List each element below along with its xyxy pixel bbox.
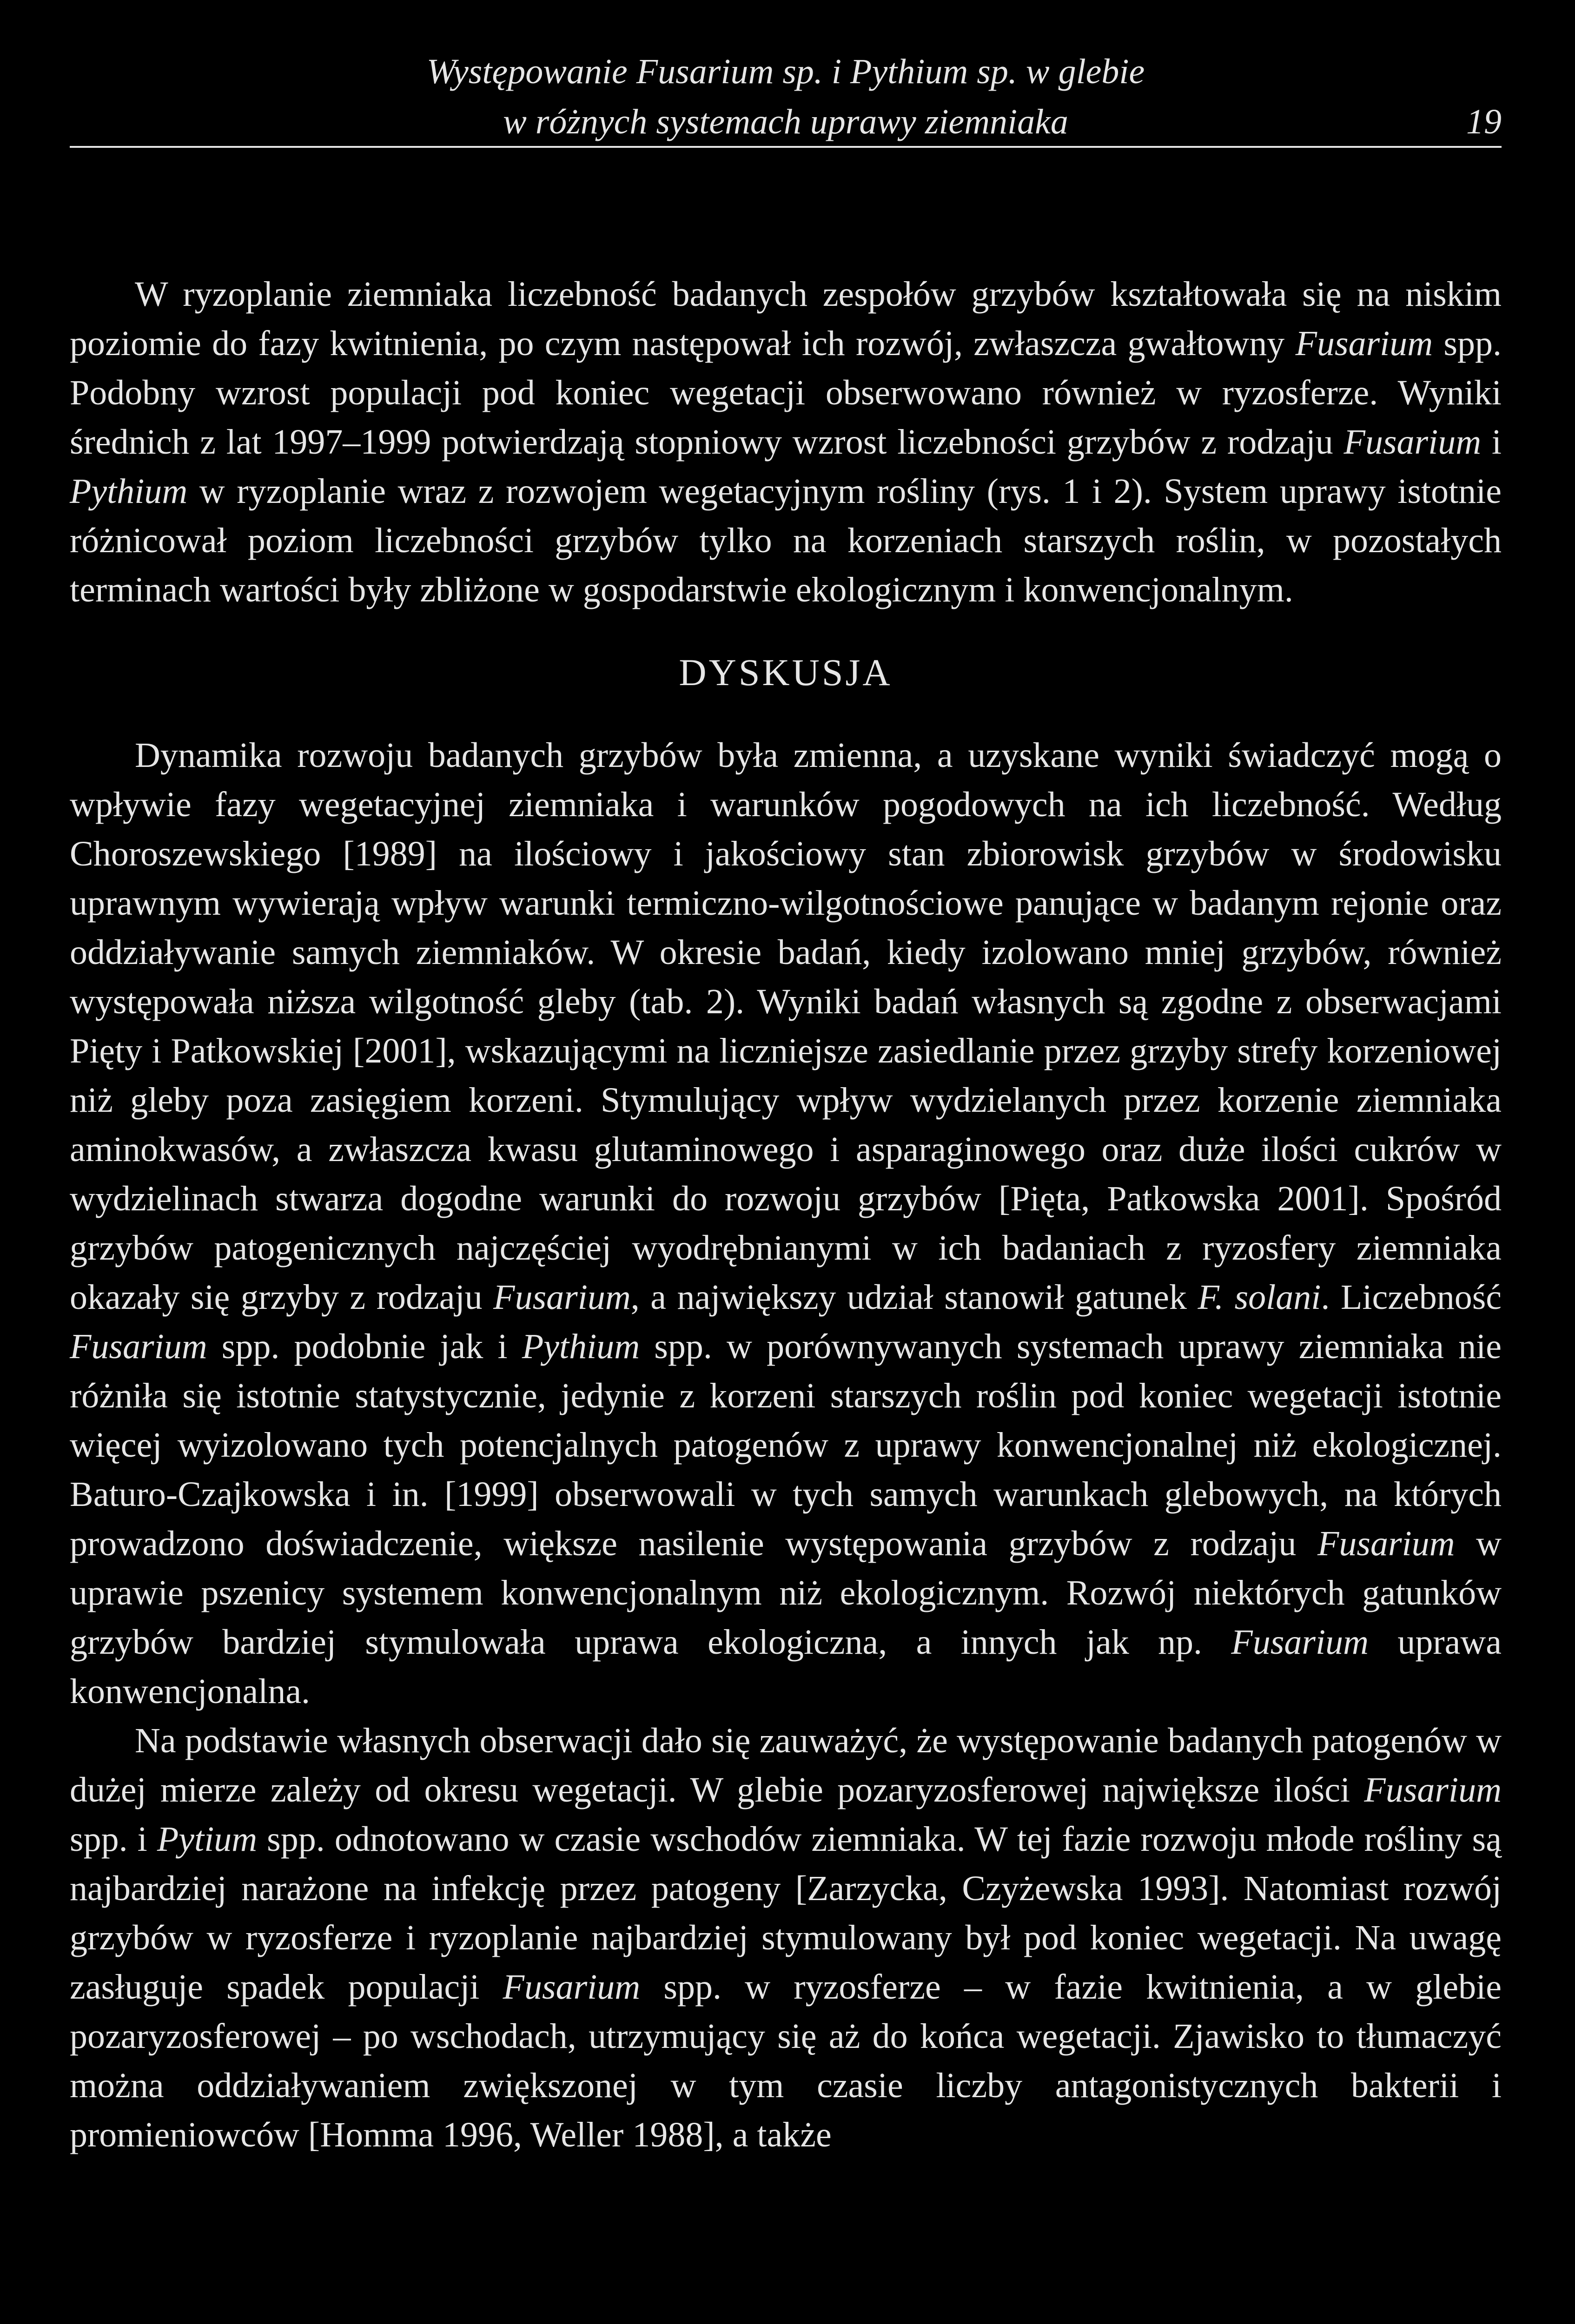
paragraph-discussion-1 <box>70 731 1502 1716</box>
header-rule <box>70 146 1502 148</box>
text-run: Na podstawie własnych obserwacji dało się zauważyć, że występowanie badanych patogenów w dużej mierze zależy od okresu wegetacji. W glebie pozaryzosferowej największe ilości <box>70 1721 1502 1809</box>
italic-term: F. solani <box>1198 1278 1321 1317</box>
text-run: w ryzoplanie wraz z rozwojem wegetacyjnym rośliny (rys. 1 i 2). System uprawy istotnie różnicował poziom liczebności grzybów tylko na korzeniach starszych roślin, w pozostałych terminach wartości były zbliżone w gospodarstwie ekologicznym i konwencjonalnym. <box>70 472 1502 609</box>
paragraph-results <box>70 270 1502 614</box>
body-text <box>70 270 1502 2159</box>
italic-term: Fusarium <box>1295 324 1433 363</box>
text-run: spp. podobnie jak i <box>207 1327 522 1366</box>
italic-term: Pythium <box>522 1327 640 1366</box>
text-run: spp. w ryzosferze – w fazie kwitnienia, a w glebie pozaryzosferowej – po wschodach, utrzymujący się aż do końca wegetacji. Zjawisko to tłumaczyć można oddziaływaniem zwiększonej w tym czasie liczby antagonistycznych bakterii i promieniowców [Homma 1996, Weller 1988], a także <box>70 1967 1502 2154</box>
italic-term: Fusarium <box>493 1278 631 1317</box>
text-run: spp. i <box>70 1820 157 1859</box>
running-header <box>70 46 1502 147</box>
italic-term: Fusarium <box>503 1967 641 2007</box>
italic-term: Pythium <box>70 472 188 511</box>
page-number: 19 <box>1466 102 1502 141</box>
header-title-line1: Występowanie Fusarium sp. i Pythium sp. w glebie <box>426 52 1145 91</box>
text-run: uprawa konwencjonalna. <box>70 1623 1502 1711</box>
text-run: i <box>1481 423 1502 462</box>
text-run: , a największy udział stanowił gatunek <box>630 1278 1198 1317</box>
text-run: spp. Podobny wzrost populacji pod koniec wegetacji obserwowano również w ryzosferze. Wyniki średnich z lat 1997–1999 potwierdzają stopniowy wzrost liczebności grzybów z rodzaju <box>70 324 1502 462</box>
header-title-line2: w różnych systemach uprawy ziemniaka <box>503 102 1068 141</box>
text-run: spp. odnotowano w czasie wschodów ziemniaka. W tej fazie rozwoju młode rośliny są najbardziej narażone na infekcję przez patogeny [Zarzycka, Czyżewska 1993]. Natomiast rozwój grzybów w ryzosferze i ryzoplanie najbardziej stymulowany był pod koniec wegetacji. Na uwagę zasługuje spadek populacji <box>70 1820 1502 2007</box>
italic-term: Fusarium <box>70 1327 207 1366</box>
text-run: spp. w porównywanych systemach uprawy ziemniaka nie różniła się istotnie statystycznie, jedynie z korzeni starszych roślin pod koniec wegetacji istotnie więcej wyizolowano tych potencjalnych patogenów z uprawy konwencjonalnej niż ekologicznej. Baturo-Czajkowska i in. [1999] obserwowali w tych samych warunkach glebowych, na których prowadzono doświadczenie, większe nasilenie występowania grzybów z rodzaju <box>70 1327 1502 1563</box>
text-run: W ryzoplanie ziemniaka liczebność badanych zespołów grzybów kształtowała się na niskim poziomie do fazy kwitnienia, po czym następował ich rozwój, zwłaszcza gwałtowny <box>70 275 1502 363</box>
italic-term: Fusarium <box>1317 1524 1455 1563</box>
italic-term: Pytium <box>157 1820 258 1859</box>
italic-term: Fusarium <box>1231 1623 1369 1662</box>
paragraph-discussion-2 <box>70 1716 1502 2159</box>
italic-term: Fusarium <box>1364 1770 1502 1809</box>
header-title-row <box>70 97 1502 147</box>
text-run: . Liczebność <box>1321 1278 1502 1317</box>
italic-term: Fusarium <box>1343 423 1482 462</box>
text-run: Dynamika rozwoju badanych grzybów była zmienna, a uzyskane wyniki świadczyć mogą o wpływie fazy wegetacyjnej ziemniaka i warunków pogodowych na ich liczebność. Według Choroszewskiego [1989] na ilościowy i jakościowy stan zbiorowisk grzybów w środowisku uprawnym wywierają wpływ warunki termiczno-wilgotnościowe panujące w badanym rejonie oraz oddziaływanie samych ziemniaków. W okresie badań, kiedy izolowano mniej grzybów, również występowała niższa wilgotność gleby (tab. 2). Wyniki badań własnych są zgodne z obserwacjami Pięty i Patkowskiej [2001], wskazującymi na liczniejsze zasiedlanie przez grzyby strefy korzeniowej niż gleby poza zasięgiem korzeni. Stymulujący wpływ wydzielanych przez korzenie ziemniaka aminokwasów, a zwłaszcza kwasu glutaminowego i asparaginowego oraz duże ilości cukrów w wydzielinach stwarza dogodne warunki do rozwoju grzybów [Pięta, Patkowska 2001]. Spośród grzybów patogenicznych najczęściej wyodrębnianymi w ich badaniach z ryzosfery ziemniaka okazały się grzyby z rodzaju <box>70 736 1502 1317</box>
text-run: w uprawie pszenicy systemem konwencjonalnym niż ekologicznym. Rozwój niektórych gatunków grzybów bardziej stymulowała uprawa ekologiczna, a innych jak np. <box>70 1524 1502 1662</box>
section-heading: DYSKUSJA <box>679 651 893 693</box>
